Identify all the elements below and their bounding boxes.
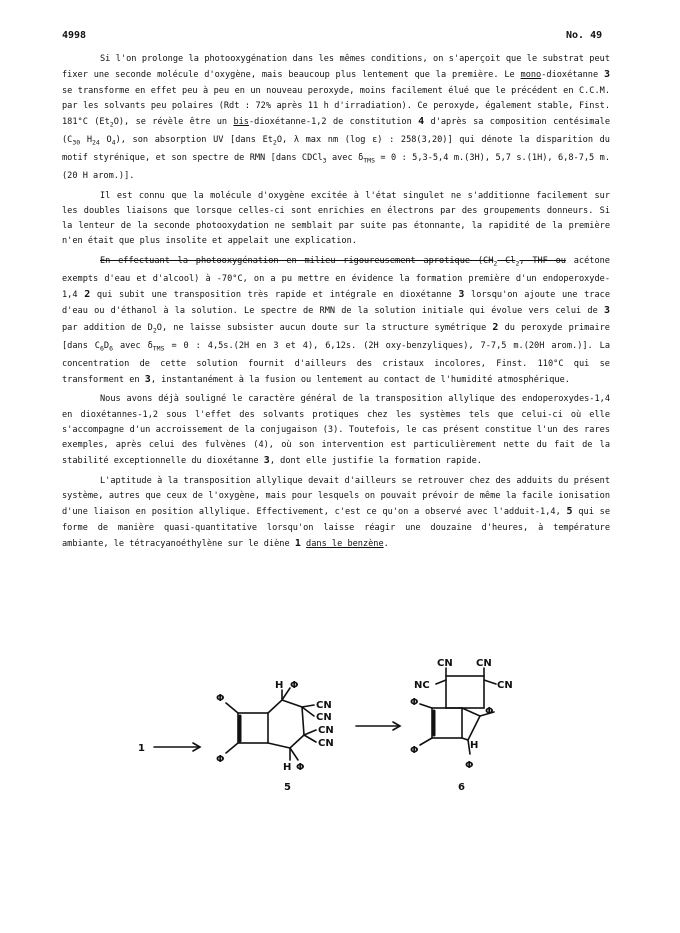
text-run: se transforme en effet peu à peu en un nouveau peroxyde, moins facilement élué que le précédent en C.C.M. par les solvants peu polaires (Rdt : 72% après 11 h d'irradiation). Ce peroxyde, également stable, Finst. 181°C (Et [62, 85, 610, 128]
phenyl-label: Φ [296, 762, 305, 773]
text-run: 5 [566, 506, 573, 518]
text-run: d'après sa composition centésimale (C [62, 117, 610, 146]
text-run: avec δ [113, 340, 153, 351]
text-run: lorsqu'on ajoute une trace d'eau ou d'éthanol à la solution. Le spectre de RMN de la solution initiale qui évolue vers celui de [62, 290, 610, 317]
text-run: 2 [152, 326, 157, 335]
text-run: Si l'on prolonge la photooxygénation dans les mêmes conditions, on s'aperçoit que le substrat peut fixer une seconde molécule d'oxygène, mais beaucoup plus lentement que la première. Le [62, 54, 610, 81]
text-run: D [103, 340, 110, 351]
text-run: 2 [515, 259, 520, 268]
cn-label: CN [316, 712, 332, 723]
text-run: 6 [109, 344, 114, 353]
text-run: O, ne laisse subsister aucun doute sur la structure symétrique [156, 322, 493, 333]
text-run: 6 [99, 344, 104, 353]
text-run: par addition de D [62, 322, 153, 333]
text-run: 2 [272, 138, 277, 147]
text-run: 2 [493, 259, 498, 268]
text-run: H [80, 135, 92, 146]
text-run: 2 [492, 321, 499, 333]
phenyl-label: Φ [216, 754, 225, 765]
text-run: 24 [92, 138, 100, 147]
text-run: ), son absorption UV [dans Et [115, 135, 273, 146]
cn-label: CN [318, 738, 334, 749]
text-run: , dont elle justifie la formation rapide. [269, 456, 482, 467]
phenyl-label: Φ [485, 706, 494, 717]
text-run: = 0 : 4,5s.(2H en 3 et 4), 6,12s. (2H oxy-benzyliques), 7-7,5 m.(20H arom.)]. La concentration de cette solution fournit d'ailleurs des cristaux incolores, Finst. 110°C qui se transforment en [62, 340, 611, 385]
cn-label: CN [316, 700, 332, 711]
text-run: 1 [294, 537, 301, 549]
compound-6-label: 6 [458, 782, 465, 793]
phenyl-label: Φ [216, 693, 225, 704]
text-run: 4 [418, 116, 425, 128]
text-run: 3 [458, 289, 465, 301]
phenyl-label: Φ [465, 760, 474, 771]
cn-label: CN [318, 725, 334, 736]
text-run: 4 [111, 138, 116, 147]
text-run: 2 [109, 120, 114, 129]
text-run: -dioxétanne [541, 70, 604, 81]
nc-label: NC [414, 680, 430, 691]
text-run: , instantanément à la fusion ou lentement au contact de l'humidité atmosphérique. [150, 374, 570, 385]
h-label: H [275, 680, 284, 691]
compound-1-label: 1 [138, 743, 145, 754]
text-run: 3 [603, 69, 610, 81]
h-label: H [283, 762, 292, 773]
page-number: 4998 [62, 30, 87, 41]
text-run: = 0 : 5,3-5,4 m.(3H), 5,7 s.(1H), 6,8-7,5 m.(20 H arom.)]. [62, 153, 610, 182]
text-run: 30 [72, 138, 81, 147]
text-run: Il est connu que la molécule d'oxygène excitée à l'état singulet ne s'additionne facilement sur les doubles liaisons que lorsque celles-ci sont enrichies en électrons par des groupements donneurs. Si la lenteur de la seconde photooxydation ne semblait par suite pas étonnante, la rapidité de la première n'en était que plus insolite et appelait une explication. [62, 190, 610, 247]
text-run: acétone exempts d'eau et d'alcool) à -70°C, on a pu mettre en évidence la formation première d'un endoperoxyde-1,4 [62, 255, 610, 301]
text-run: 3 [263, 455, 270, 467]
text-run: avec δ [326, 153, 364, 164]
cn-label: CN [497, 680, 513, 691]
text-run: TMS [363, 156, 375, 165]
text-run: O [99, 135, 112, 146]
text-run: , THF ou [519, 255, 566, 266]
text-run: O), se révèle être un [113, 117, 234, 128]
text-run: O, λ max nm (log ε) : 258(3,20)] qui dénote la disparition du motif styrénique, et son spectre de RMN [dans CDCl [62, 135, 610, 164]
text-run: mono [520, 70, 542, 81]
issue-number: No. 49 [566, 30, 603, 41]
text-run: 3 [144, 373, 151, 385]
text-run: Cl [497, 255, 516, 266]
text-run: dans le benzène [306, 538, 384, 549]
text-run: 2 [84, 289, 91, 301]
text-run: . [383, 538, 389, 549]
text-run: bis [233, 117, 249, 128]
text-run: qui se forme de manière quasi-quantitative lorsqu'on laisse réagir une douzaine d'heures, à température ambiante, le tétracyanoéthylène sur le diène [62, 507, 611, 549]
phenyl-label: Φ [410, 745, 419, 756]
text-run: qui subit une transposition très rapide et intégrale en dioxétanne [90, 290, 459, 301]
text-run: Nous avons déjà souligné le caractère général de la transposition allylique des endoperoxydes-1,4 en dioxétannes-1,2 sous l'effet des solvants protiques chez les systèmes tels que celui-ci où elle s'accompagne d'un accroissement de la conjugaison (3). Toutefois, le cas présent constitue l'un des rares exemples, après celui des fulvènes (4), où son intervention est particulièrement nette du fait de la stabilité exceptionnelle du dioxétanne [62, 394, 610, 467]
text-run: 3 [322, 156, 327, 165]
phenyl-label: Φ [290, 680, 299, 691]
text-run: 3 [603, 305, 610, 317]
text-run: -dioxétanne-1,2 de constitution [248, 117, 419, 128]
compound-5-label: 5 [284, 782, 291, 793]
h-label: H [470, 740, 479, 751]
cn-label: CN [476, 658, 492, 669]
text-run: En effectuant la photooxygénation en milieu rigoureusement aprotique (CH [100, 255, 494, 266]
phenyl-label: Φ [410, 697, 419, 708]
text-run: TMS [152, 344, 165, 353]
text-run: du peroxyde primaire [dans C [62, 322, 610, 351]
cn-label: CN [437, 658, 453, 669]
text-run: L'aptitude à la transposition allylique devait d'ailleurs se retrouver chez des adduits du présent système, autres que ceux de l'oxygène, mais pour lesquels on pouvait prévoir de même la facile ionisation d'une liaison en position allylique. Effectivement, c'est ce qu'on a observé avec l'adduit-1,4, [62, 475, 610, 518]
